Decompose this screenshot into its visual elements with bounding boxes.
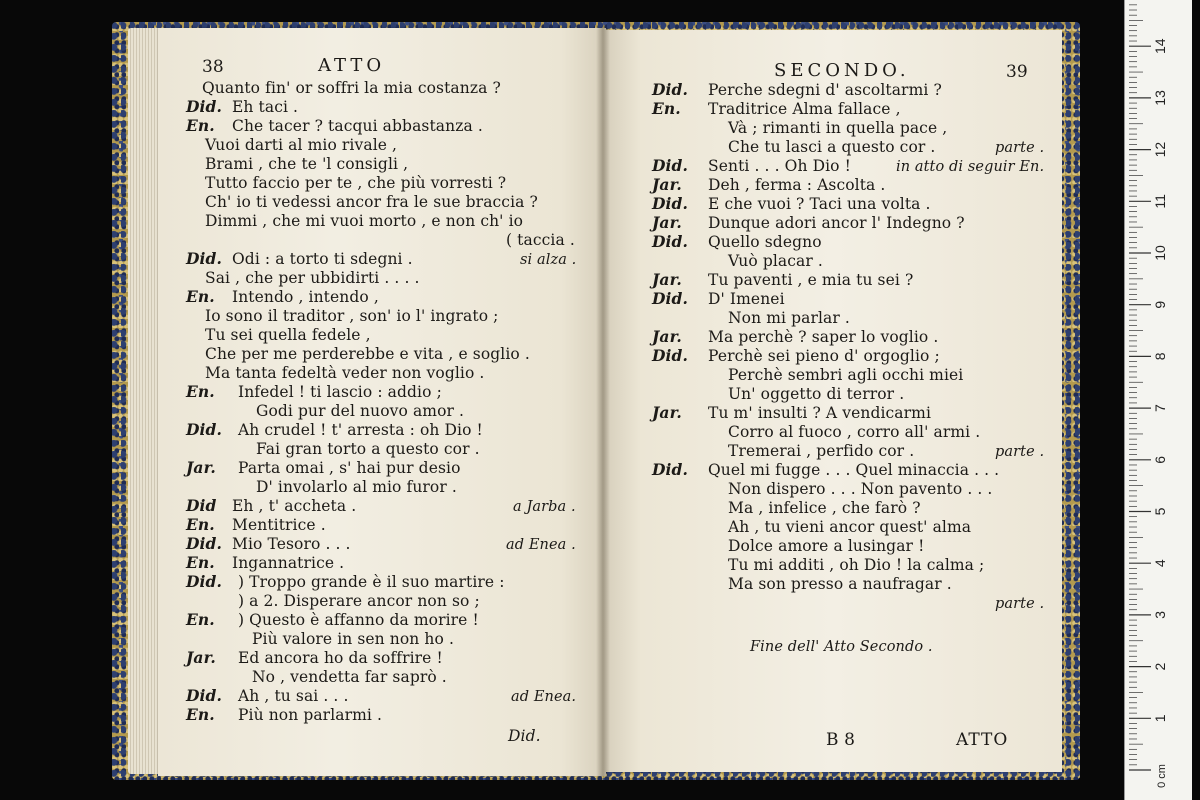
ruler-label: 12 <box>1152 141 1168 158</box>
verse-text: E che vuoi ? Taci una volta . <box>708 195 931 213</box>
speaker-label: Jar. <box>652 403 682 422</box>
left-page-number: 38 <box>202 57 224 77</box>
speaker-label: Did. <box>652 346 688 365</box>
verse-text: No , vendetta far saprò . <box>252 668 447 686</box>
verse-text: Dunque adori ancor l' Indegno ? <box>708 214 965 232</box>
verse-text: Non mi parlar . <box>728 309 850 327</box>
verse-text: Traditrice Alma fallace , <box>708 100 901 118</box>
speaker-label: En. <box>186 287 215 306</box>
stage-direction: parte . <box>995 444 1045 460</box>
ruler-label: 4 <box>1152 559 1168 568</box>
verse-text: Ma , infelice , che farò ? <box>728 499 921 517</box>
ruler-label: 5 <box>1152 507 1168 516</box>
verse-text: Senti . . . Oh Dio ! <box>708 157 851 175</box>
verse-text: Tu sei quella fedele , <box>205 326 371 344</box>
speaker-label: Did. <box>186 97 222 116</box>
verse-text: Che tacer ? tacqui abbastanza . <box>232 117 483 135</box>
signature-mark: B 8 <box>826 730 856 750</box>
speaker-label: Jar. <box>186 458 216 477</box>
verse-text: Corro al fuoco , corro all' armi . <box>728 423 981 441</box>
verse-text: Che per me perderebbe e vita , e soglio . <box>205 345 530 363</box>
speaker-label: Did. <box>652 289 688 308</box>
verse-text: Ed ancora ho da soffrire ! <box>238 649 443 667</box>
speaker-label: Did. <box>186 534 222 553</box>
speaker-label: Jar. <box>652 270 682 289</box>
book-gutter <box>596 28 610 776</box>
stage-direction: in atto di seguir En. <box>896 159 1045 175</box>
verse-text: Più non parlarmi . <box>238 706 383 724</box>
speaker-label: Did. <box>652 460 688 479</box>
verse-text: Ch' io ti vedessi ancor fra le sue braccia ? <box>205 193 538 211</box>
verse-text: Và ; rimanti in quella pace , <box>728 119 948 137</box>
stage-direction: a Jarba . <box>513 499 576 515</box>
verse-text: Eh taci . <box>232 98 299 116</box>
verse-text: Vuoi darti al mio rivale , <box>205 136 398 154</box>
speaker-label: En. <box>186 610 215 629</box>
verse-text: Non dispero . . . Non pavento . . . <box>728 480 993 498</box>
verse-text: Un' oggetto di terror . <box>728 385 905 403</box>
ruler-label: 9 <box>1152 300 1168 309</box>
speaker-label: En. <box>186 515 215 534</box>
verse-text: Odi : a torto ti sdegni . <box>232 250 413 268</box>
verse-text: Parta omai , s' hai pur desio <box>238 459 461 477</box>
speaker-label: Did. <box>186 572 222 591</box>
verse-text: Ma perchè ? saper lo voglio . <box>708 328 939 346</box>
speaker-label: Did. <box>186 249 222 268</box>
stage-direction: ad Enea . <box>506 537 576 553</box>
verse-text: ( taccia . <box>506 231 575 249</box>
speaker-label: Did <box>186 496 217 515</box>
verse-text: Ah , tu vieni ancor quest' alma <box>728 518 972 536</box>
verse-text: Quel mi fugge . . . Quel minaccia . . . <box>708 461 1000 479</box>
stage-direction: parte . <box>995 140 1045 156</box>
verse-text: Più valore in sen non ho . <box>252 630 454 648</box>
ruler-unit: 0 cm <box>1156 764 1168 788</box>
left-catchword: Did. <box>508 727 541 745</box>
ruler-label: 8 <box>1152 352 1168 361</box>
ruler-label: 7 <box>1152 404 1168 412</box>
verse-text: Ma tanta fedeltà veder non voglio . <box>205 364 485 382</box>
verse-text: Deh , ferma : Ascolta . <box>708 176 886 194</box>
verse-text: Perchè sembri agli occhi miei <box>728 366 964 384</box>
verse-text: ) Questo è affanno da morire ! <box>238 611 479 629</box>
stage-direction: ad Enea. <box>511 689 577 705</box>
right-page-header: SECONDO. <box>774 60 910 81</box>
ruler-label: 14 <box>1152 38 1168 54</box>
verse-text: Perchè sei pieno d' orgoglio ; <box>708 347 940 365</box>
verse-text: Perche sdegni d' ascoltarmi ? <box>708 81 942 99</box>
speaker-label: En. <box>186 553 215 572</box>
verse-text: Vuò placar . <box>728 252 823 270</box>
verse-text: ) Troppo grande è il suo martire : <box>238 573 505 591</box>
ruler-label: 3 <box>1152 611 1168 619</box>
right-page-number: 39 <box>1006 62 1028 82</box>
verse-text: D' involarlo al mio furor . <box>256 478 457 496</box>
verse-text: Mio Tesoro . . . <box>232 535 351 553</box>
stage-direction: si alza . <box>520 252 577 268</box>
verse-text: Mentitrice . <box>232 516 326 534</box>
verse-text: Fai gran torto a questo cor . <box>256 440 480 458</box>
verse-text: Infedel ! ti lascio : addio ; <box>238 383 442 401</box>
speaker-label: Did. <box>186 686 222 705</box>
ruler-label: 1 <box>1152 714 1168 723</box>
ruler-label: 11 <box>1152 194 1168 209</box>
verse-text: Ah , tu sai . . . <box>238 687 349 705</box>
verse-text: Quanto fin' or soffri la mia costanza ? <box>202 79 501 97</box>
speaker-label: Jar. <box>652 327 682 346</box>
verse-text: Godi pur del nuovo amor . <box>256 402 465 420</box>
verse-text: Ah crudel ! t' arresta : oh Dio ! <box>238 421 483 439</box>
speaker-label: Did. <box>652 194 688 213</box>
speaker-label: Did. <box>652 80 688 99</box>
speaker-label: Jar. <box>652 175 682 194</box>
ruler-scale <box>1125 0 1192 800</box>
verse-text: Brami , che te 'l consigli , <box>205 155 409 173</box>
verse-text: Io sono il traditor , son' io l' ingrato ; <box>205 307 499 325</box>
speaker-label: En. <box>186 382 215 401</box>
speaker-label: Did. <box>652 156 688 175</box>
measuring-ruler <box>1124 0 1192 800</box>
verse-text: ) a 2. Disperare ancor non so ; <box>238 592 480 610</box>
verse-text: Ingannatrice . <box>232 554 345 572</box>
verse-text: Tutto faccio per te , che più vorresti ? <box>205 174 507 192</box>
speaker-label: En. <box>652 99 681 118</box>
ruler-label: 10 <box>1152 245 1168 261</box>
speaker-label: En. <box>186 116 215 135</box>
stage-direction: parte . <box>995 596 1045 612</box>
speaker-label: Did. <box>652 232 688 251</box>
verse-text: Sai , che per ubbidirti . . . . <box>205 269 420 287</box>
verse-text: Quello sdegno <box>708 233 822 251</box>
verse-text: Tu paventi , e mia tu sei ? <box>708 271 914 289</box>
right-catchword: ATTO <box>956 730 1009 750</box>
verse-text: Dimmi , che mi vuoi morto , e non ch' io <box>205 212 524 230</box>
ruler-label: 2 <box>1152 662 1168 671</box>
verse-text: Intendo , intendo , <box>232 288 379 306</box>
speaker-label: En. <box>186 705 215 724</box>
speaker-label: Did. <box>186 420 222 439</box>
verse-text: Eh , t' accheta . <box>232 497 357 515</box>
ruler-label: 6 <box>1152 455 1168 464</box>
end-note: Fine dell' Atto Secondo . <box>750 639 933 655</box>
verse-text: D' Imenei <box>708 290 785 308</box>
verse-text: Tu mi additi , oh Dio ! la calma ; <box>728 556 985 574</box>
speaker-label: Jar. <box>652 213 682 232</box>
verse-text: Che tu lasci a questo cor . <box>728 138 936 156</box>
verse-text: Dolce amore a lusingar ! <box>728 537 925 555</box>
verse-text: Ma son presso a naufragar . <box>728 575 952 593</box>
speaker-label: Jar. <box>186 648 216 667</box>
verse-text: Tremerai , perfido cor . <box>728 442 915 460</box>
ruler-label: 13 <box>1152 90 1168 106</box>
left-page-header: ATTO <box>318 55 386 76</box>
verse-text: Tu m' insulti ? A vendicarmi <box>708 404 932 422</box>
